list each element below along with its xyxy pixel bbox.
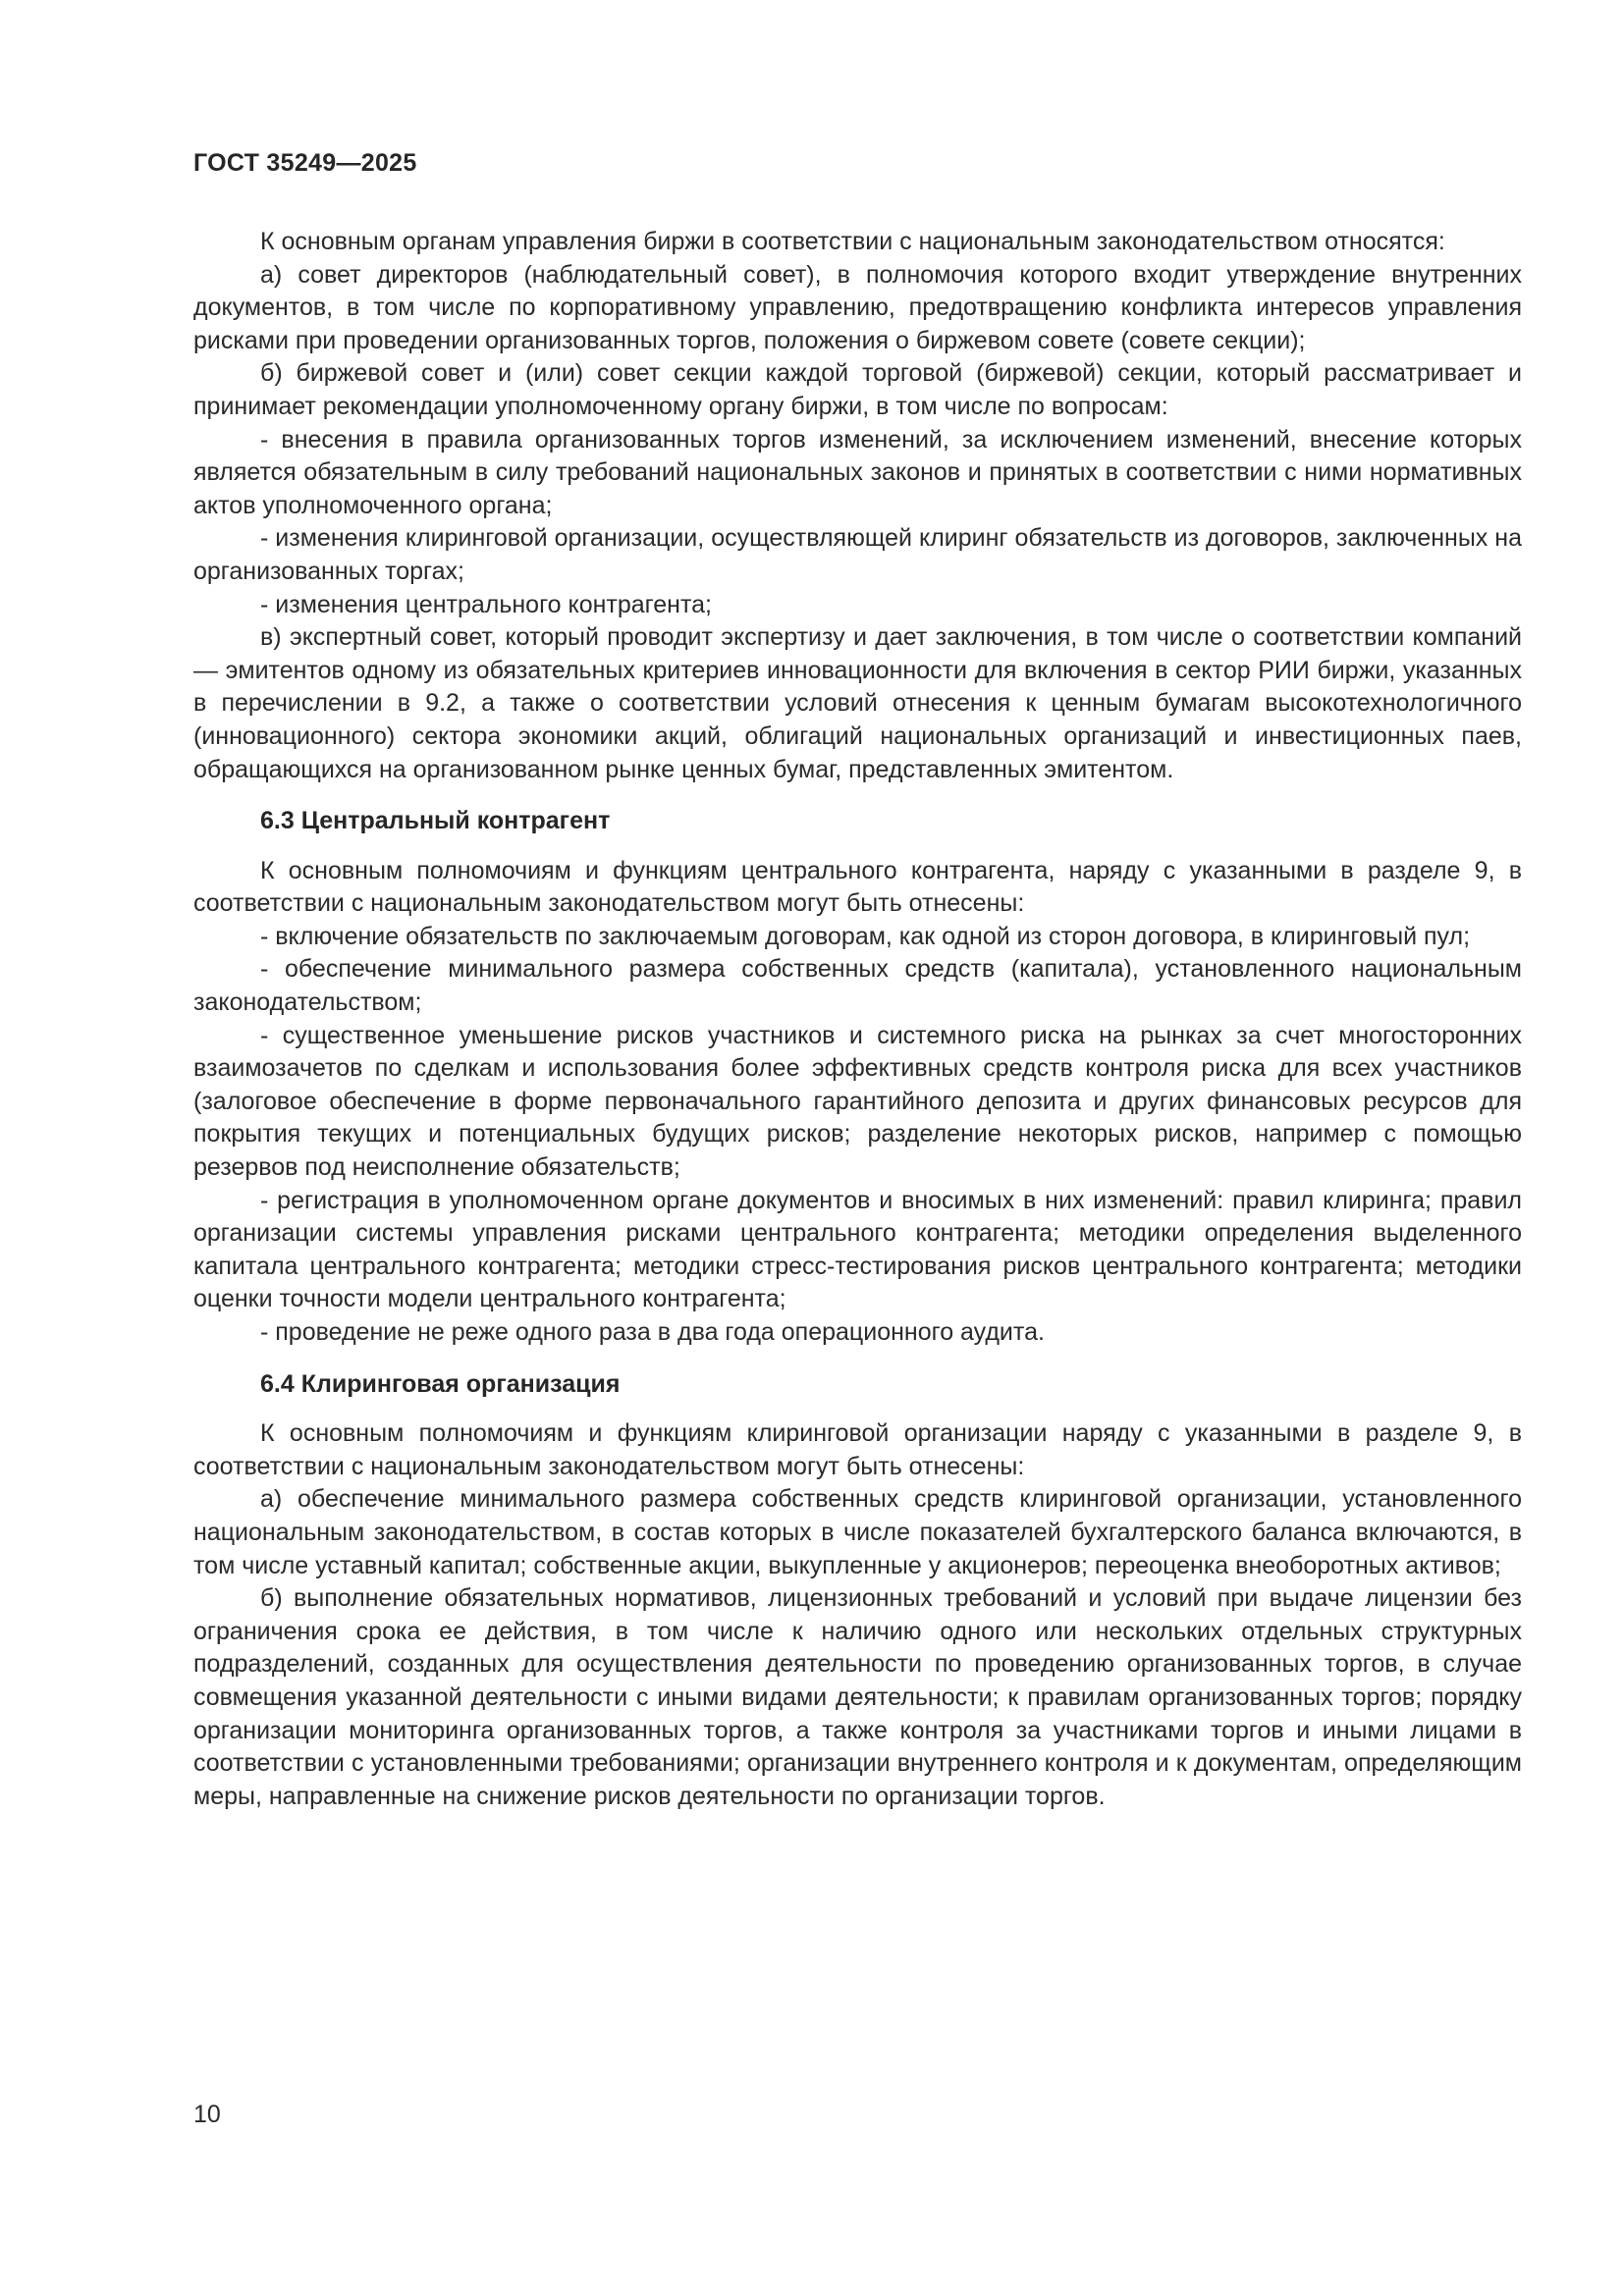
document-header: ГОСТ 35249—2025 bbox=[193, 149, 417, 177]
list-item: - регистрация в уполномоченном органе документов и вносимых в них изменений: правил клиринга; правил организации системы управления рисками центрального контрагента; методики определения выделенного капитала центрального контрагента; методики стресс-тестирования рисков центрального контрагента; методики оценки точности модели центрального контрагента; bbox=[193, 1186, 1522, 1313]
document-body bbox=[193, 226, 1522, 1813]
paragraph: К основным полномочиям и функциям центрального контрагента, наряду с указанными в разделе 9, в соответствии с национальным законодательством могут быть отнесены: bbox=[193, 856, 1522, 918]
section-heading-6-4: 6.4 Клиринговая организация bbox=[260, 1369, 621, 1398]
paragraph: К основным полномочиям и функциям клиринговой организации наряду с указанными в разделе 9, в соответствии с национальным законодательством могут быть отнесены: bbox=[193, 1419, 1522, 1480]
list-item: - внесения в правила организованных торгов изменений, за исключением изменений, внесение которых является обязательным в силу требований национальных законов и принятых в соответствии с ними нормативных актов уполномоченного органа; bbox=[193, 425, 1522, 519]
list-item: - включение обязательств по заключаемым договорам, как одной из сторон договора, в клиринговый пул; bbox=[260, 922, 1471, 950]
list-item: - изменения центрального контрагента; bbox=[260, 590, 712, 618]
list-item: - существенное уменьшение рисков участников и системного риска на рынках за счет многосторонних взаимозачетов по сделкам и использования более эффективных средств контроля риска для всех участников (залоговое обеспечение в форме первоначального гарантийного депозита и других финансовых ресурсов для покрытия текущих и потенциальных будущих рисков; разделение некоторых рисков, например с помощью резервов под неисполнение обязательств; bbox=[193, 1021, 1522, 1182]
list-item: - изменения клиринговой организации, осуществляющей клиринг обязательств из договоров, заключенных на организованных торгах; bbox=[193, 524, 1522, 585]
list-item: в) экспертный совет, который проводит экспертизу и дает заключения, в том числе о соответствии компаний — эмитентов одному из обязательных критериев инновационности для включения в сектор РИИ биржи, указанных в перечислении в 9.2, а также о соответствии условий отнесения к ценным бумагам высокотехнологичного (инновационного) сектора экономики акций, облигаций национальных организаций и инвестиционных паев, обращающихся на организованном рынке ценных бумаг, представленных эмитентом. bbox=[193, 623, 1522, 783]
list-item: а) совет директоров (наблюдательный совет), в полномочия которого входит утверждение внутренних документов, в том числе по корпоративному управлению, предотвращению конфликта интересов управления рисками при проведении организованных торгов, положения о биржевом совете (совете секции); bbox=[193, 260, 1522, 354]
list-item: а) обеспечение минимального размера собственных средств клиринговой организации, установленного национальным законодательством, в состав которых в числе показателей бухгалтерского баланса включаются, в том числе уставный капитал; собственные акции, выкупленные у акционеров; переоценка внеоборотных активов; bbox=[193, 1485, 1522, 1579]
page-number: 10 bbox=[193, 2101, 221, 2128]
list-item: - проведение не реже одного раза в два года операционного аудита. bbox=[260, 1318, 1045, 1346]
paragraph: К основным органам управления биржи в соответствии с национальным законодательством относятся: bbox=[260, 228, 1445, 255]
list-item: б) выполнение обязательных нормативов, лицензионных требований и условий при выдаче лицензии без ограничения срока ее действия, в том числе к наличию одного или нескольких отдельных структурных подразделений, созданных для осуществления деятельности по проведению организованных торгов, в случае совмещения указанной деятельности с иными видами деятельности; к правилам организованных торгов; порядку организации мониторинга организованных торгов, а также контроля за участниками торгов и иными лицами в соответствии с установленными требованиями; организации внутреннего контроля и к документам, определяющим меры, направленные на снижение рисков деятельности по организации торгов. bbox=[193, 1584, 1522, 1810]
section-heading-6-3: 6.3 Центральный контрагент bbox=[260, 807, 611, 835]
list-item: б) биржевой совет и (или) совет секции каждой торговой (биржевой) секции, который рассматривает и принимает рекомендации уполномоченному органу биржи, в том числе по вопросам: bbox=[193, 359, 1522, 420]
list-item: - обеспечение минимального размера собственных средств (капитала), установленного национальным законодательством; bbox=[193, 955, 1522, 1017]
